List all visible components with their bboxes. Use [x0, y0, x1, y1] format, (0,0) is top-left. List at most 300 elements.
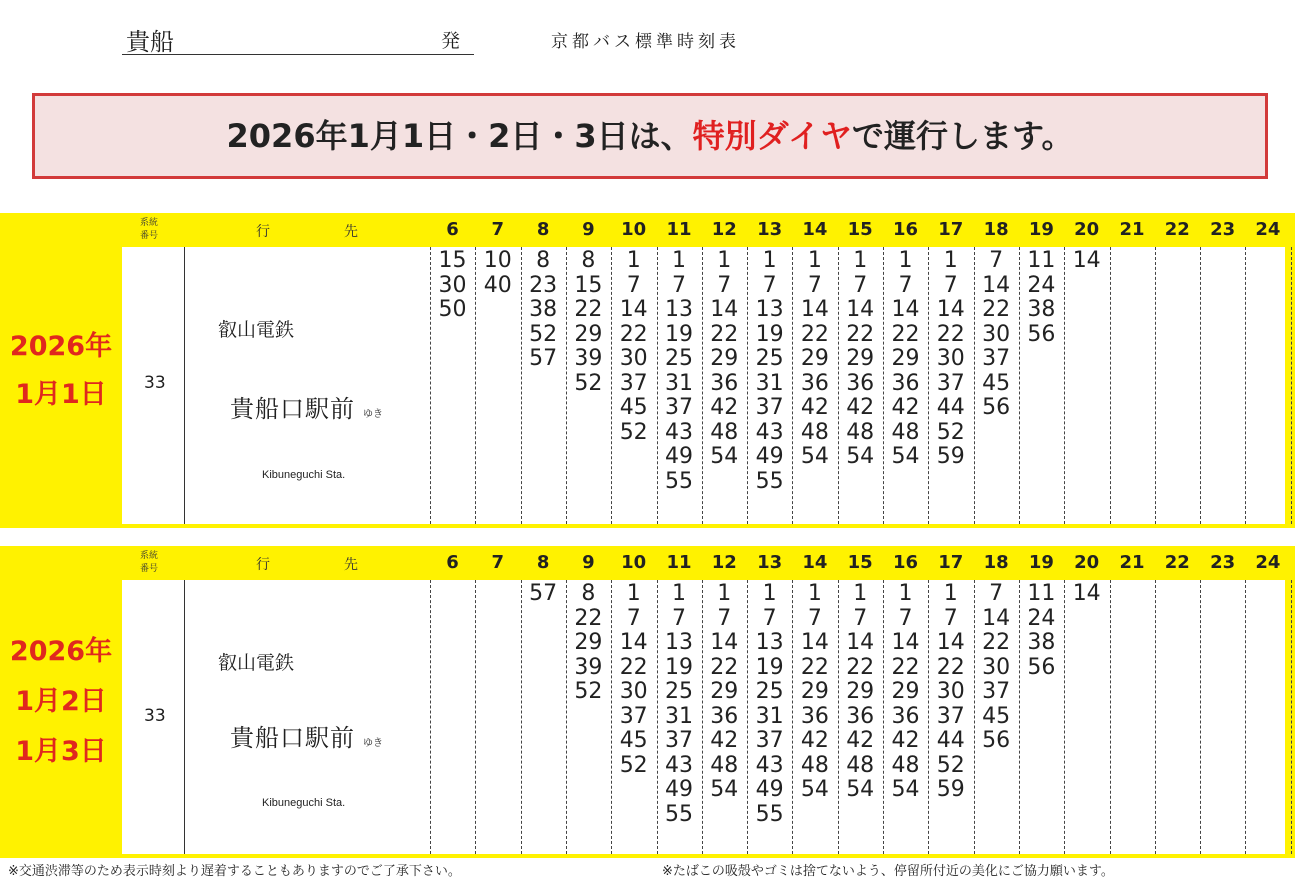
hour-header-14: 14: [802, 552, 828, 573]
departure-minute: 36: [846, 703, 875, 729]
departure-minute: 29: [891, 679, 920, 704]
departure-minute: 11: [1027, 248, 1056, 273]
hour-divider: [974, 247, 975, 524]
hour-divider: [1019, 247, 1020, 524]
footer-note-cleanliness: ※たばこの吸殻やゴミは捨てないよう、停留所付近の美化にご協力願います。: [662, 864, 1114, 879]
minutes-hour-20: [1064, 582, 1109, 607]
departure-minute: 54: [891, 777, 920, 802]
destination-header-char2: 先: [344, 224, 358, 240]
departure-minute: 13: [665, 630, 693, 655]
departure-minute: 37: [755, 728, 784, 753]
departure-minute: 30: [982, 321, 1011, 347]
hour-header-6: 6: [446, 219, 459, 240]
departure-minute: 55: [755, 801, 784, 827]
departure-minute: 37: [665, 395, 693, 420]
hour-header-6: 6: [446, 552, 459, 573]
departure-minute: 13: [755, 630, 784, 655]
minutes-hour-10: [611, 582, 656, 778]
route-number-header: [140, 217, 158, 243]
minutes-hour-10: [611, 249, 656, 445]
departure-minute: 59: [936, 777, 965, 802]
destination-name: [230, 718, 383, 753]
departure-minute: 7: [989, 581, 1004, 606]
departure-minute: 55: [665, 801, 693, 827]
minutes-hour-15: [838, 582, 883, 803]
hour-divider: [611, 580, 612, 854]
route-header-line1: 系統: [140, 551, 159, 561]
departure-minute: 22: [619, 654, 648, 680]
departure-minute: 55: [665, 468, 693, 494]
departure-minute: 1: [853, 248, 868, 273]
hour-header-12: 12: [711, 219, 737, 240]
departure-minute: 1: [717, 248, 732, 273]
hour-header-23: 23: [1210, 219, 1236, 240]
departure-minute: 30: [619, 679, 648, 704]
minutes-hour-19: [1019, 249, 1064, 347]
departure-minute: 14: [846, 630, 875, 655]
destination-header-char1: 行: [256, 224, 270, 240]
departure-minute: 22: [982, 297, 1011, 322]
departure-minute: 14: [1072, 248, 1101, 273]
departure-minute: 24: [1027, 605, 1056, 631]
minutes-hour-12: [702, 582, 747, 803]
hour-header-13: 13: [757, 219, 783, 240]
hour-divider: [1245, 247, 1246, 524]
departure-minute: 52: [574, 679, 603, 704]
departure-minute: 8: [536, 248, 551, 273]
departure-minute: 54: [846, 777, 875, 802]
departure-minute: 36: [891, 370, 920, 396]
departure-minute: 30: [936, 679, 965, 704]
departure-minute: 1: [717, 581, 732, 606]
departure-minute: 59: [936, 444, 965, 469]
departure-minute: 22: [891, 321, 920, 347]
departure-minute: 7: [898, 605, 913, 631]
departure-minute: 14: [800, 297, 829, 322]
departure-minute: 38: [1027, 297, 1056, 322]
departure-minute: 49: [755, 777, 784, 802]
hour-header-19: 19: [1028, 552, 1054, 573]
departure-minute: 39: [574, 346, 603, 371]
hour-divider: [521, 580, 522, 854]
departure-minute: 36: [800, 703, 829, 729]
hour-header-12: 12: [711, 552, 737, 573]
line-name: 叡山電鉄: [218, 652, 295, 674]
minutes-hour-9: [566, 249, 611, 396]
hour-header-21: 21: [1119, 219, 1145, 240]
date-label-line2: 1月2日: [15, 686, 107, 717]
departure-minute: 38: [529, 297, 558, 322]
departure-minute: 22: [800, 654, 829, 680]
departure-minute: 48: [846, 752, 875, 778]
hour-divider: [928, 247, 929, 524]
minutes-hour-20: [1064, 249, 1109, 274]
route-number: 33: [144, 373, 166, 393]
hour-header-22: 22: [1164, 552, 1190, 573]
departure-minute: 13: [755, 297, 784, 322]
destination-name-text: 貴船口駅前: [230, 395, 355, 423]
hour-divider: [611, 247, 612, 524]
departure-minute: 7: [762, 605, 777, 631]
departure-minute: 7: [672, 272, 686, 298]
departure-minute: 56: [982, 395, 1011, 420]
hour-divider: [1110, 580, 1111, 854]
departure-minute: 45: [982, 703, 1011, 729]
hour-header-21: 21: [1119, 552, 1145, 573]
footer-note-delay: ※交通渋滞等のため表示時刻より遅着することもありますのでご了承下さい。: [8, 864, 461, 879]
departure-minute: 42: [800, 395, 829, 420]
departure-minute: 42: [891, 395, 920, 420]
hour-divider: [657, 580, 658, 854]
departure-minute: 1: [943, 248, 958, 273]
departure-minute: 22: [619, 321, 648, 347]
hour-divider: [1064, 580, 1065, 854]
departure-minute: 1: [672, 581, 686, 606]
departure-minute: 7: [943, 272, 958, 298]
departure-minute: 37: [755, 395, 784, 420]
departure-minute: 56: [982, 728, 1011, 753]
departure-minute: 30: [982, 654, 1011, 680]
departure-label: 発: [441, 30, 461, 52]
departure-minute: 45: [619, 395, 648, 420]
departure-minute: 31: [665, 703, 693, 729]
departure-minute: 22: [800, 321, 829, 347]
hour-header-14: 14: [802, 219, 828, 240]
departure-minute: 14: [800, 630, 829, 655]
hour-divider: [747, 247, 748, 524]
departure-minute: 55: [755, 468, 784, 494]
minutes-hour-18: [974, 249, 1019, 421]
hour-divider: [566, 580, 567, 854]
hour-divider: [838, 247, 839, 524]
hour-divider: [838, 580, 839, 854]
departure-minute: 1: [807, 581, 822, 606]
minutes-hour-6: [430, 249, 475, 323]
minutes-hour-13: [747, 582, 792, 827]
departure-minute: 14: [1072, 581, 1101, 606]
departure-minute: 36: [710, 703, 739, 729]
departure-minute: 31: [755, 703, 784, 729]
hour-divider: [1019, 580, 1020, 854]
hour-header-20: 20: [1074, 219, 1100, 240]
departure-minute: 48: [846, 419, 875, 445]
departure-minute: 15: [438, 248, 467, 273]
hour-divider: [430, 247, 431, 524]
destination-name-text: 貴船口駅前: [230, 724, 355, 752]
departure-minute: 48: [710, 419, 739, 445]
departure-minute: 1: [762, 248, 777, 273]
route-number: 33: [144, 706, 166, 726]
hour-divider: [1155, 580, 1156, 854]
departure-minute: 48: [891, 419, 920, 445]
departure-minute: 29: [710, 346, 739, 371]
departure-minute: 22: [710, 321, 739, 347]
banner-prefix: 2026年1月1日・2日・3日は、: [226, 117, 693, 155]
departure-minute: 7: [672, 605, 686, 631]
hour-divider: [792, 580, 793, 854]
hour-divider: [1291, 247, 1292, 524]
departure-minute: 14: [619, 297, 648, 322]
departure-minute: 19: [665, 654, 693, 680]
hour-divider: [1064, 247, 1065, 524]
hour-header-7: 7: [491, 219, 505, 240]
departure-minute: 37: [982, 679, 1011, 704]
hour-header-15: 15: [847, 552, 873, 573]
column-divider: [184, 580, 185, 854]
document-title: 京都バス標準時刻表: [551, 32, 740, 52]
hour-divider: [1200, 247, 1201, 524]
hour-header-18: 18: [983, 219, 1009, 240]
minutes-hour-14: [792, 582, 837, 803]
departure-minute: 8: [581, 248, 596, 273]
departure-minute: 45: [619, 728, 648, 753]
departure-minute: 22: [936, 321, 965, 347]
departure-minute: 45: [982, 370, 1011, 396]
departure-minute: 7: [853, 605, 868, 631]
minutes-hour-17: [928, 249, 973, 470]
departure-minute: 43: [755, 752, 784, 778]
hour-header-10: 10: [621, 552, 647, 573]
departure-minute: 25: [665, 346, 693, 371]
departure-minute: 23: [529, 272, 558, 298]
minutes-hour-15: [838, 249, 883, 470]
departure-minute: 49: [665, 444, 693, 469]
hour-divider: [928, 580, 929, 854]
minutes-hour-9: [566, 582, 611, 705]
departure-minute: 57: [529, 346, 558, 371]
departure-minute: 14: [982, 272, 1011, 298]
departure-minute: 30: [619, 346, 648, 371]
date-label-line1: 2026年: [9, 331, 113, 362]
hour-header-17: 17: [938, 552, 964, 573]
destination-header-char1: 行: [256, 557, 270, 573]
departure-minute: 14: [619, 630, 648, 655]
departure-minute: 19: [755, 321, 784, 347]
departure-minute: 31: [755, 370, 784, 396]
hour-header-24: 24: [1255, 219, 1281, 240]
departure-minute: 52: [619, 752, 648, 778]
departure-minute: 14: [846, 297, 875, 322]
banner-highlight: 特別ダイヤ: [692, 117, 853, 155]
hour-header-10: 10: [621, 219, 647, 240]
departure-minute: 54: [800, 444, 829, 469]
line-name: 叡山電鉄: [218, 319, 295, 341]
departure-minute: 15: [574, 272, 603, 298]
minutes-hour-7: [475, 249, 520, 298]
route-number-header: [140, 550, 158, 576]
special-schedule-banner: [32, 93, 1268, 179]
departure-minute: 52: [936, 752, 965, 778]
departure-minute: 49: [755, 444, 784, 469]
departure-minute: 1: [672, 248, 686, 273]
minutes-hour-8: [521, 582, 566, 607]
departure-minute: 42: [846, 395, 875, 420]
departure-minute: 36: [891, 703, 920, 729]
departure-minute: 42: [800, 728, 829, 753]
hour-divider: [566, 247, 567, 524]
hour-divider: [1110, 247, 1111, 524]
departure-minute: 37: [936, 703, 965, 729]
hour-divider: [747, 580, 748, 854]
departure-minute: 30: [936, 346, 965, 371]
destination-suffix: ゆき: [363, 738, 383, 749]
departure-minute: 7: [717, 605, 732, 631]
departure-minute: 54: [710, 777, 739, 802]
minutes-hour-8: [521, 249, 566, 372]
departure-minute: 43: [665, 419, 693, 445]
hour-header-20: 20: [1074, 552, 1100, 573]
route-header-line2: 番号: [140, 231, 159, 241]
hour-divider: [475, 247, 476, 524]
hour-header-19: 19: [1028, 219, 1054, 240]
minutes-hour-18: [974, 582, 1019, 754]
hour-divider: [1200, 580, 1201, 854]
departure-minute: 42: [891, 728, 920, 753]
hour-header-24: 24: [1255, 552, 1281, 573]
banner-suffix: で運行します。: [852, 117, 1074, 155]
departure-minute: 19: [665, 321, 693, 347]
hour-divider: [792, 247, 793, 524]
hour-header-13: 13: [757, 552, 783, 573]
hour-header-22: 22: [1164, 219, 1190, 240]
departure-minute: 7: [989, 248, 1004, 273]
departure-minute: 48: [710, 752, 739, 778]
minutes-hour-17: [928, 582, 973, 803]
departure-minute: 52: [529, 321, 558, 347]
departure-minute: 56: [1027, 654, 1056, 680]
departure-minute: 38: [1027, 630, 1056, 655]
departure-minute: 1: [626, 581, 641, 606]
departure-minute: 29: [574, 630, 603, 655]
departure-minute: 22: [574, 605, 603, 631]
hour-header-8: 8: [536, 219, 550, 240]
departure-minute: 8: [581, 581, 596, 606]
destination-english: Kibuneguchi Sta.: [262, 469, 346, 481]
departure-minute: 56: [1027, 321, 1056, 347]
departure-minute: 39: [574, 654, 603, 680]
hour-divider: [883, 247, 884, 524]
departure-minute: 48: [800, 419, 829, 445]
departure-minute: 1: [898, 248, 913, 273]
hour-header-8: 8: [536, 552, 550, 573]
departure-minute: 42: [710, 395, 739, 420]
departure-minute: 42: [710, 728, 739, 753]
departure-minute: 57: [529, 581, 558, 606]
departure-minute: 14: [710, 630, 739, 655]
hour-header-9: 9: [582, 552, 595, 573]
departure-minute: 19: [755, 654, 784, 680]
departure-minute: 50: [438, 297, 467, 322]
departure-minute: 30: [438, 272, 467, 298]
departure-minute: 22: [574, 297, 603, 322]
departure-minute: 37: [619, 703, 648, 729]
departure-minute: 29: [574, 321, 603, 347]
departure-minute: 14: [936, 630, 965, 655]
hour-divider: [702, 580, 703, 854]
departure-minute: 37: [936, 370, 965, 396]
departure-minute: 22: [846, 654, 875, 680]
hour-divider: [521, 247, 522, 524]
departure-minute: 29: [846, 346, 875, 371]
departure-minute: 49: [665, 777, 693, 802]
hour-header-18: 18: [983, 552, 1009, 573]
departure-minute: 52: [574, 370, 603, 396]
departure-minute: 36: [710, 370, 739, 396]
hour-divider: [1291, 580, 1292, 854]
departure-minute: 7: [626, 272, 641, 298]
destination-header-char2: 先: [344, 557, 358, 573]
departure-minute: 1: [762, 581, 777, 606]
hour-header-15: 15: [847, 219, 873, 240]
departure-minute: 52: [936, 419, 965, 445]
hour-divider: [430, 580, 431, 854]
departure-minute: 29: [891, 346, 920, 371]
departure-minute: 36: [846, 370, 875, 396]
departure-minute: 54: [891, 444, 920, 469]
minutes-hour-11: [657, 582, 702, 827]
hour-divider: [883, 580, 884, 854]
departure-minute: 43: [755, 419, 784, 445]
hour-header-16: 16: [892, 219, 919, 240]
departure-minute: 22: [710, 654, 739, 680]
departure-minute: 14: [936, 297, 965, 322]
departure-minute: 1: [898, 581, 913, 606]
departure-minute: 25: [665, 679, 693, 704]
hour-divider: [475, 580, 476, 854]
departure-minute: 14: [710, 297, 739, 322]
hour-header-23: 23: [1210, 552, 1236, 573]
departure-minute: 7: [943, 605, 958, 631]
departure-minute: 22: [891, 654, 920, 680]
departure-minute: 7: [762, 272, 777, 298]
route-header-line2: 番号: [140, 564, 159, 574]
stop-name: 貴船: [126, 28, 174, 56]
minutes-hour-12: [702, 249, 747, 470]
departure-minute: 36: [800, 370, 829, 396]
departure-minute: 1: [626, 248, 641, 273]
departure-minute: 13: [665, 297, 693, 322]
route-header-line1: 系統: [140, 218, 159, 228]
departure-minute: 1: [853, 581, 868, 606]
departure-minute: 29: [800, 679, 829, 704]
date-label-line3: 1月3日: [15, 736, 107, 767]
departure-minute: 7: [898, 272, 913, 298]
departure-minute: 14: [891, 297, 920, 322]
hour-divider: [1155, 247, 1156, 524]
departure-minute: 1: [807, 248, 822, 273]
hour-divider: [1245, 580, 1246, 854]
departure-minute: 22: [936, 654, 965, 680]
departure-minute: 54: [846, 444, 875, 469]
departure-minute: 25: [755, 679, 784, 704]
departure-minute: 42: [846, 728, 875, 753]
hour-divider: [702, 247, 703, 524]
date-label-line2: 1月1日: [15, 379, 107, 410]
minutes-hour-11: [657, 249, 702, 494]
departure-minute: 14: [982, 605, 1011, 631]
minutes-hour-16: [883, 249, 928, 470]
hour-divider: [657, 247, 658, 524]
minutes-hour-14: [792, 249, 837, 470]
minutes-hour-13: [747, 249, 792, 494]
departure-minute: 7: [853, 272, 868, 298]
departure-minute: 24: [1027, 272, 1056, 298]
departure-minute: 48: [800, 752, 829, 778]
departure-minute: 7: [807, 272, 822, 298]
hour-header-11: 11: [666, 552, 692, 573]
departure-minute: 22: [982, 630, 1011, 655]
minutes-hour-19: [1019, 582, 1064, 680]
